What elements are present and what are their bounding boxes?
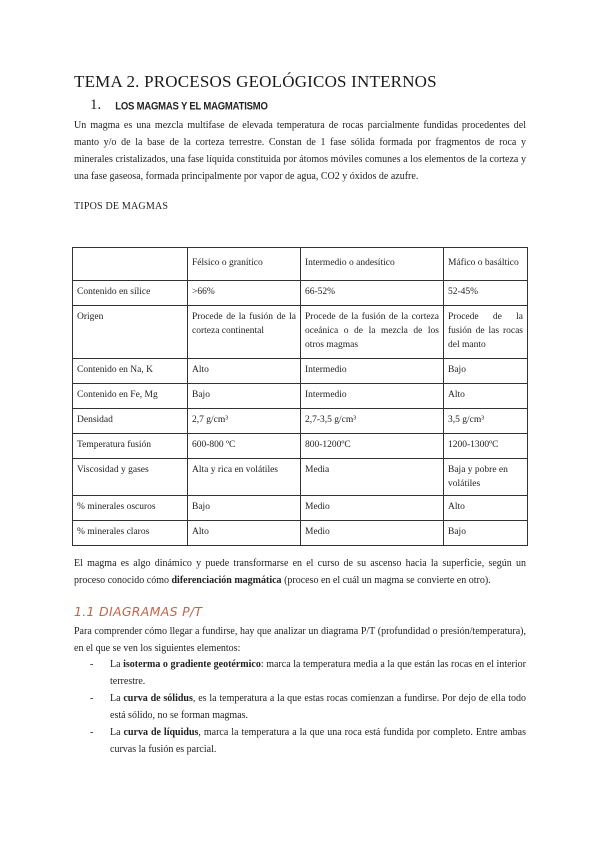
table-row (73, 281, 528, 306)
subsection-heading: 1.1 DIAGRAMAS P/T (74, 604, 203, 619)
table-cell: % minerales claros (73, 521, 188, 546)
table-cell: Alto (444, 384, 528, 409)
text-span: La (110, 727, 124, 738)
text-span: , marca la temperatura a la que una roca está fundida por completo. Entre ambas curvas la fusión es parcial. (110, 727, 527, 755)
table-cell: Alto (188, 521, 301, 546)
types-label: TIPOS DE MAGMAS (74, 201, 169, 212)
intro-paragraph: Un magma es una mezcla multifase de elevada temperatura de rocas parcialmente fundidas procedentes del manto y/o de la base de la corteza terrestre. Constan de 1 fase sólida formada por fragmentos de roca y minerales cristalizados, una fase líquida constituida por átomos móviles comunes a los elementos de la corteza y una fase gaseosa, formada principalmente por vapor de agua, CO2 y óxidos de azufre. (74, 120, 526, 182)
dash-bullet-icon: - (90, 659, 94, 670)
text-span: : marca la temperatura media a la que están las rocas en el interior terrestre. (110, 659, 526, 687)
table-cell: 600-800 ºC (188, 434, 301, 459)
table-cell: Procede de la fusión de las rocas del manto (444, 306, 528, 359)
table-cell: Media (301, 459, 444, 496)
table-cell: Alto (188, 359, 301, 384)
table-row (73, 306, 528, 359)
table-cell: Intermedio (301, 384, 444, 409)
table-cell: 800-1200ºC (301, 434, 444, 459)
table-cell: Temperatura fusión (73, 434, 188, 459)
table-header-cell (73, 248, 188, 281)
table-cell: 2,7 g/cm³ (188, 409, 301, 434)
table-cell: Alta y rica en volátiles (188, 459, 301, 496)
table-header-row (73, 248, 528, 281)
table-cell: Origen (73, 306, 188, 359)
bold-term: diferenciación magmática (171, 575, 282, 586)
table-cell: 2,7-3,5 g/cm³ (301, 409, 444, 434)
table-cell: Intermedio (301, 359, 444, 384)
table-cell: Viscosidad y gases (73, 459, 188, 496)
table-row (73, 384, 528, 409)
section-title: LOS MAGMAS Y EL MAGMATISMO (115, 100, 268, 113)
dash-bullet-icon: - (90, 693, 94, 704)
table-cell: 1200-1300ºC (444, 434, 528, 459)
pt-diagram-paragraph: Para comprender cómo llegar a fundirse, hay que analizar un diagrama P/T (profundidad o presión/temperatura), en el que se ven los siguientes elementos: (74, 626, 526, 654)
dash-bullet-icon: - (90, 727, 94, 738)
text-span: La (110, 659, 124, 670)
text-span: El magma es algo dinámico y puede transformarse en el curso de su ascenso hacia la superficie, según un proceso conocido cómo (74, 558, 526, 586)
table-header-cell: Intermedio o andesítico (301, 248, 444, 281)
text-span: , es la temperatura a la que estas rocas comienzan a fundirse. Por dejo de ella todo está sólido, no se forman magmas. (110, 693, 527, 721)
table-cell: Densidad (73, 409, 188, 434)
magma-types-table (72, 247, 528, 546)
bold-term: curva de sólidus (123, 693, 193, 704)
text-span: (proceso en el cuál un magma se convierte en otro). (281, 575, 491, 586)
table-cell: Procede de la fusión de la corteza oceánica o de la mezcla de los otros magmas (301, 306, 444, 359)
table-cell: Bajo (444, 521, 528, 546)
table-header-cell: Félsico o granítico (188, 248, 301, 281)
differentiation-paragraph (74, 555, 526, 589)
table-cell: 3,5 g/cm³ (444, 409, 528, 434)
table-row (73, 496, 528, 521)
table-row (73, 521, 528, 546)
table-cell: Medio (301, 496, 444, 521)
table-cell: 66-52% (301, 281, 444, 306)
table-row (73, 409, 528, 434)
table-cell: >66% (188, 281, 301, 306)
table-cell: Procede de la fusión de la corteza continental (188, 306, 301, 359)
table-cell: Contenido en Na, K (73, 359, 188, 384)
pt-elements-list (90, 656, 526, 758)
table-row (73, 359, 528, 384)
table-cell: Contenido en sílice (73, 281, 188, 306)
bold-term: curva de líquidus (123, 727, 199, 738)
section-heading-1 (90, 96, 268, 114)
table-row (73, 459, 528, 496)
list-item (90, 690, 526, 724)
table-cell: 52-45% (444, 281, 528, 306)
table-cell: Bajo (444, 359, 528, 384)
table-cell: Baja y pobre en volátiles (444, 459, 528, 496)
table-row (73, 434, 528, 459)
table-cell: % minerales oscuros (73, 496, 188, 521)
table-cell: Alto (444, 496, 528, 521)
table-cell: Bajo (188, 496, 301, 521)
table-cell: Medio (301, 521, 444, 546)
table-cell: Contenido en Fe, Mg (73, 384, 188, 409)
list-item (90, 724, 526, 758)
page-title: TEMA 2. PROCESOS GEOLÓGICOS INTERNOS (74, 72, 437, 91)
section-number: 1. (90, 97, 102, 113)
list-item (90, 656, 526, 690)
bold-term: isoterma o gradiente geotérmico (123, 659, 261, 670)
text-span: La (110, 693, 124, 704)
table-header-cell: Máfico o basáltico (444, 248, 528, 281)
table-cell: Bajo (188, 384, 301, 409)
